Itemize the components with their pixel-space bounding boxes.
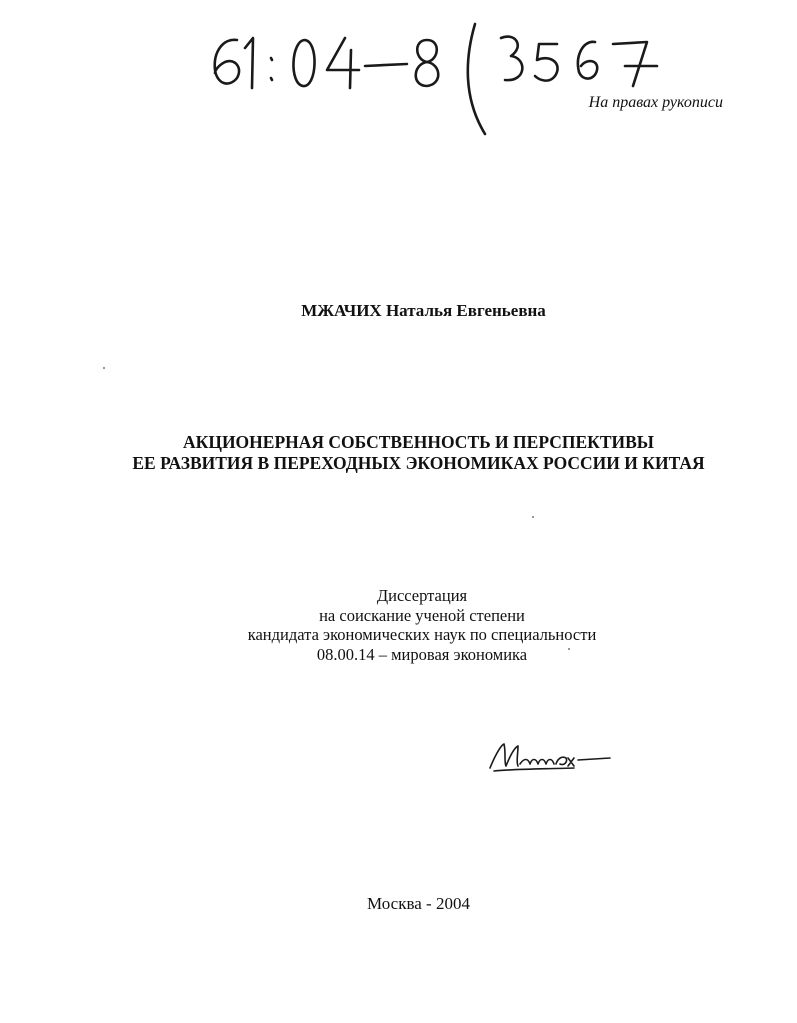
dissertation-title bbox=[0, 432, 797, 474]
title-line-1: АКЦИОНЕРНАЯ СОБСТВЕННОСТЬ И ПЕРСПЕКТИВЫ bbox=[183, 432, 654, 452]
author-name: МЖАЧИХ Наталья Евгеньевна bbox=[301, 301, 546, 320]
degree-description bbox=[0, 586, 797, 664]
handwritten-archive-code bbox=[195, 18, 675, 138]
degree-line-3: кандидата экономических наук по специальности bbox=[247, 625, 597, 644]
title-line-2: ЕЕ РАЗВИТИЯ В ПЕРЕХОДНЫХ ЭКОНОМИКАХ РОССИИ И КИТАЯ bbox=[132, 453, 705, 473]
degree-line-1: Диссертация bbox=[376, 586, 468, 605]
scan-speck bbox=[103, 367, 105, 369]
rights-note: На правах рукописи bbox=[588, 94, 723, 111]
city-year: Москва - 2004 bbox=[367, 894, 470, 913]
scan-speck bbox=[532, 516, 534, 518]
degree-line-2: на соискание ученой степени bbox=[319, 605, 525, 625]
degree-line-4: 08.00.14 – мировая экономика bbox=[316, 644, 528, 664]
author-signature bbox=[484, 738, 624, 778]
scan-speck bbox=[568, 648, 570, 650]
